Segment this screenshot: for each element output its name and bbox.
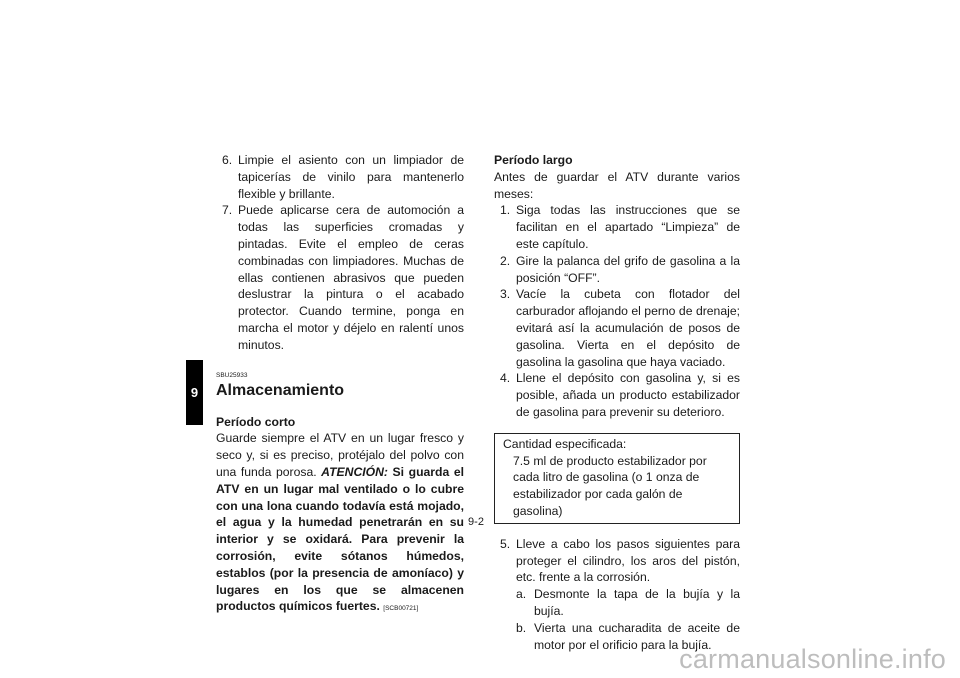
caution-code: [SCB00721] [383,605,419,613]
sub-item-letter: b. [516,620,527,635]
item-number: 2. [500,253,511,268]
item-number: 5. [500,536,511,551]
item-number: 4. [500,371,511,386]
section-title: Almacenamiento [216,381,345,399]
sub-list-item [510,586,740,620]
spec-box [494,433,740,524]
caution-label: ATENCIÓN: [321,464,388,479]
short-term-text: Guarde siempre el ATV en un lugar fresco y seco y, si es preciso, protéjalo del polvo con una funda porosa. [216,431,464,479]
item-text: Gire la palanca del grifo de gasolina a la posición “OFF”. [516,253,740,285]
chapter-tab-number: 9 [190,385,199,400]
spec-value: 7.5 ml de producto estabilizador por cada litro de gasolina (o 1 onza de estabilizador por cada galón de gasolina) [513,453,707,518]
right-column [494,152,740,653]
list-item [494,286,740,370]
sub-item-text: Vierta una cucharadita de aceite de motor por el orificio para la bujía. [534,620,740,652]
item-text: Llene el depósito con gasolina y, si es posible, añada un producto estabilizador de gasolina para prevenir su deterioro. [516,371,740,419]
left-column [216,152,464,618]
item-text: Limpie el asiento con un limpiador de tapicerías de vinilo para mantenerlo flexible y brillante. [238,153,464,201]
short-term-heading: Período corto [216,414,296,429]
item-text: Lleve a cabo los pasos siguientes para proteger el cilindro, los aros del pistón, etc. frente a la corrosión. [516,536,740,585]
section-code: SBU25933 [216,371,248,379]
list-item [494,202,740,252]
item-number: 1. [500,203,511,218]
long-term-intro: Antes de guardar el ATV durante varios meses: [494,169,740,201]
list-item [494,253,740,287]
list-item [216,202,464,353]
list-item [494,370,740,420]
item-text: Siga todas las instrucciones que se facilitan en el apartado “Limpieza” de este capítulo. [516,203,740,251]
caution-text: Si guarda el ATV en un lugar mal ventilado o lo cubre con una lona cuando todavía está mojado, el agua y la humedad penetrarán en su interior y se oxidará. Para prevenir la corrosión, evite sótanos húmedos, establos (por la presencia de amoníaco) y lugares en los que se almacenen productos químicos fuertes. [216,464,464,614]
chapter-tab [186,360,203,425]
item-number: 3. [500,287,511,302]
item-number: 7. [222,203,233,218]
list-item [494,536,740,586]
watermark: carmanualsonline.info [679,644,946,674]
sub-item-text: Desmonte la tapa de la bujía y la bujía. [534,587,740,618]
short-term-paragraph [216,430,464,618]
long-term-heading: Período largo [494,153,573,167]
page-number: 9-2 [468,516,484,528]
list-item [216,152,464,202]
spec-label: Cantidad especificada: [503,436,627,451]
item-number: 6. [222,153,233,167]
sub-item-letter: a. [516,587,527,602]
item-text: Vacíe la cubeta con flotador del carburador aflojando el perno de drenaje; evitará así la acumulación de posos de gasolina. Vierta en el depósito de gasolina la gasolina que haya vaciado. [516,287,740,369]
item-text: Puede aplicarse cera de automoción a todas las superficies cromadas y pintadas. Evite el empleo de ceras combinadas con limpiadores. Muchas de ellas contienen abrasivos que pueden deslustrar la pintura o el acabado protector. Cuando termine, ponga en marcha el motor y déjelo en ralentí unos minutos. [238,203,464,352]
